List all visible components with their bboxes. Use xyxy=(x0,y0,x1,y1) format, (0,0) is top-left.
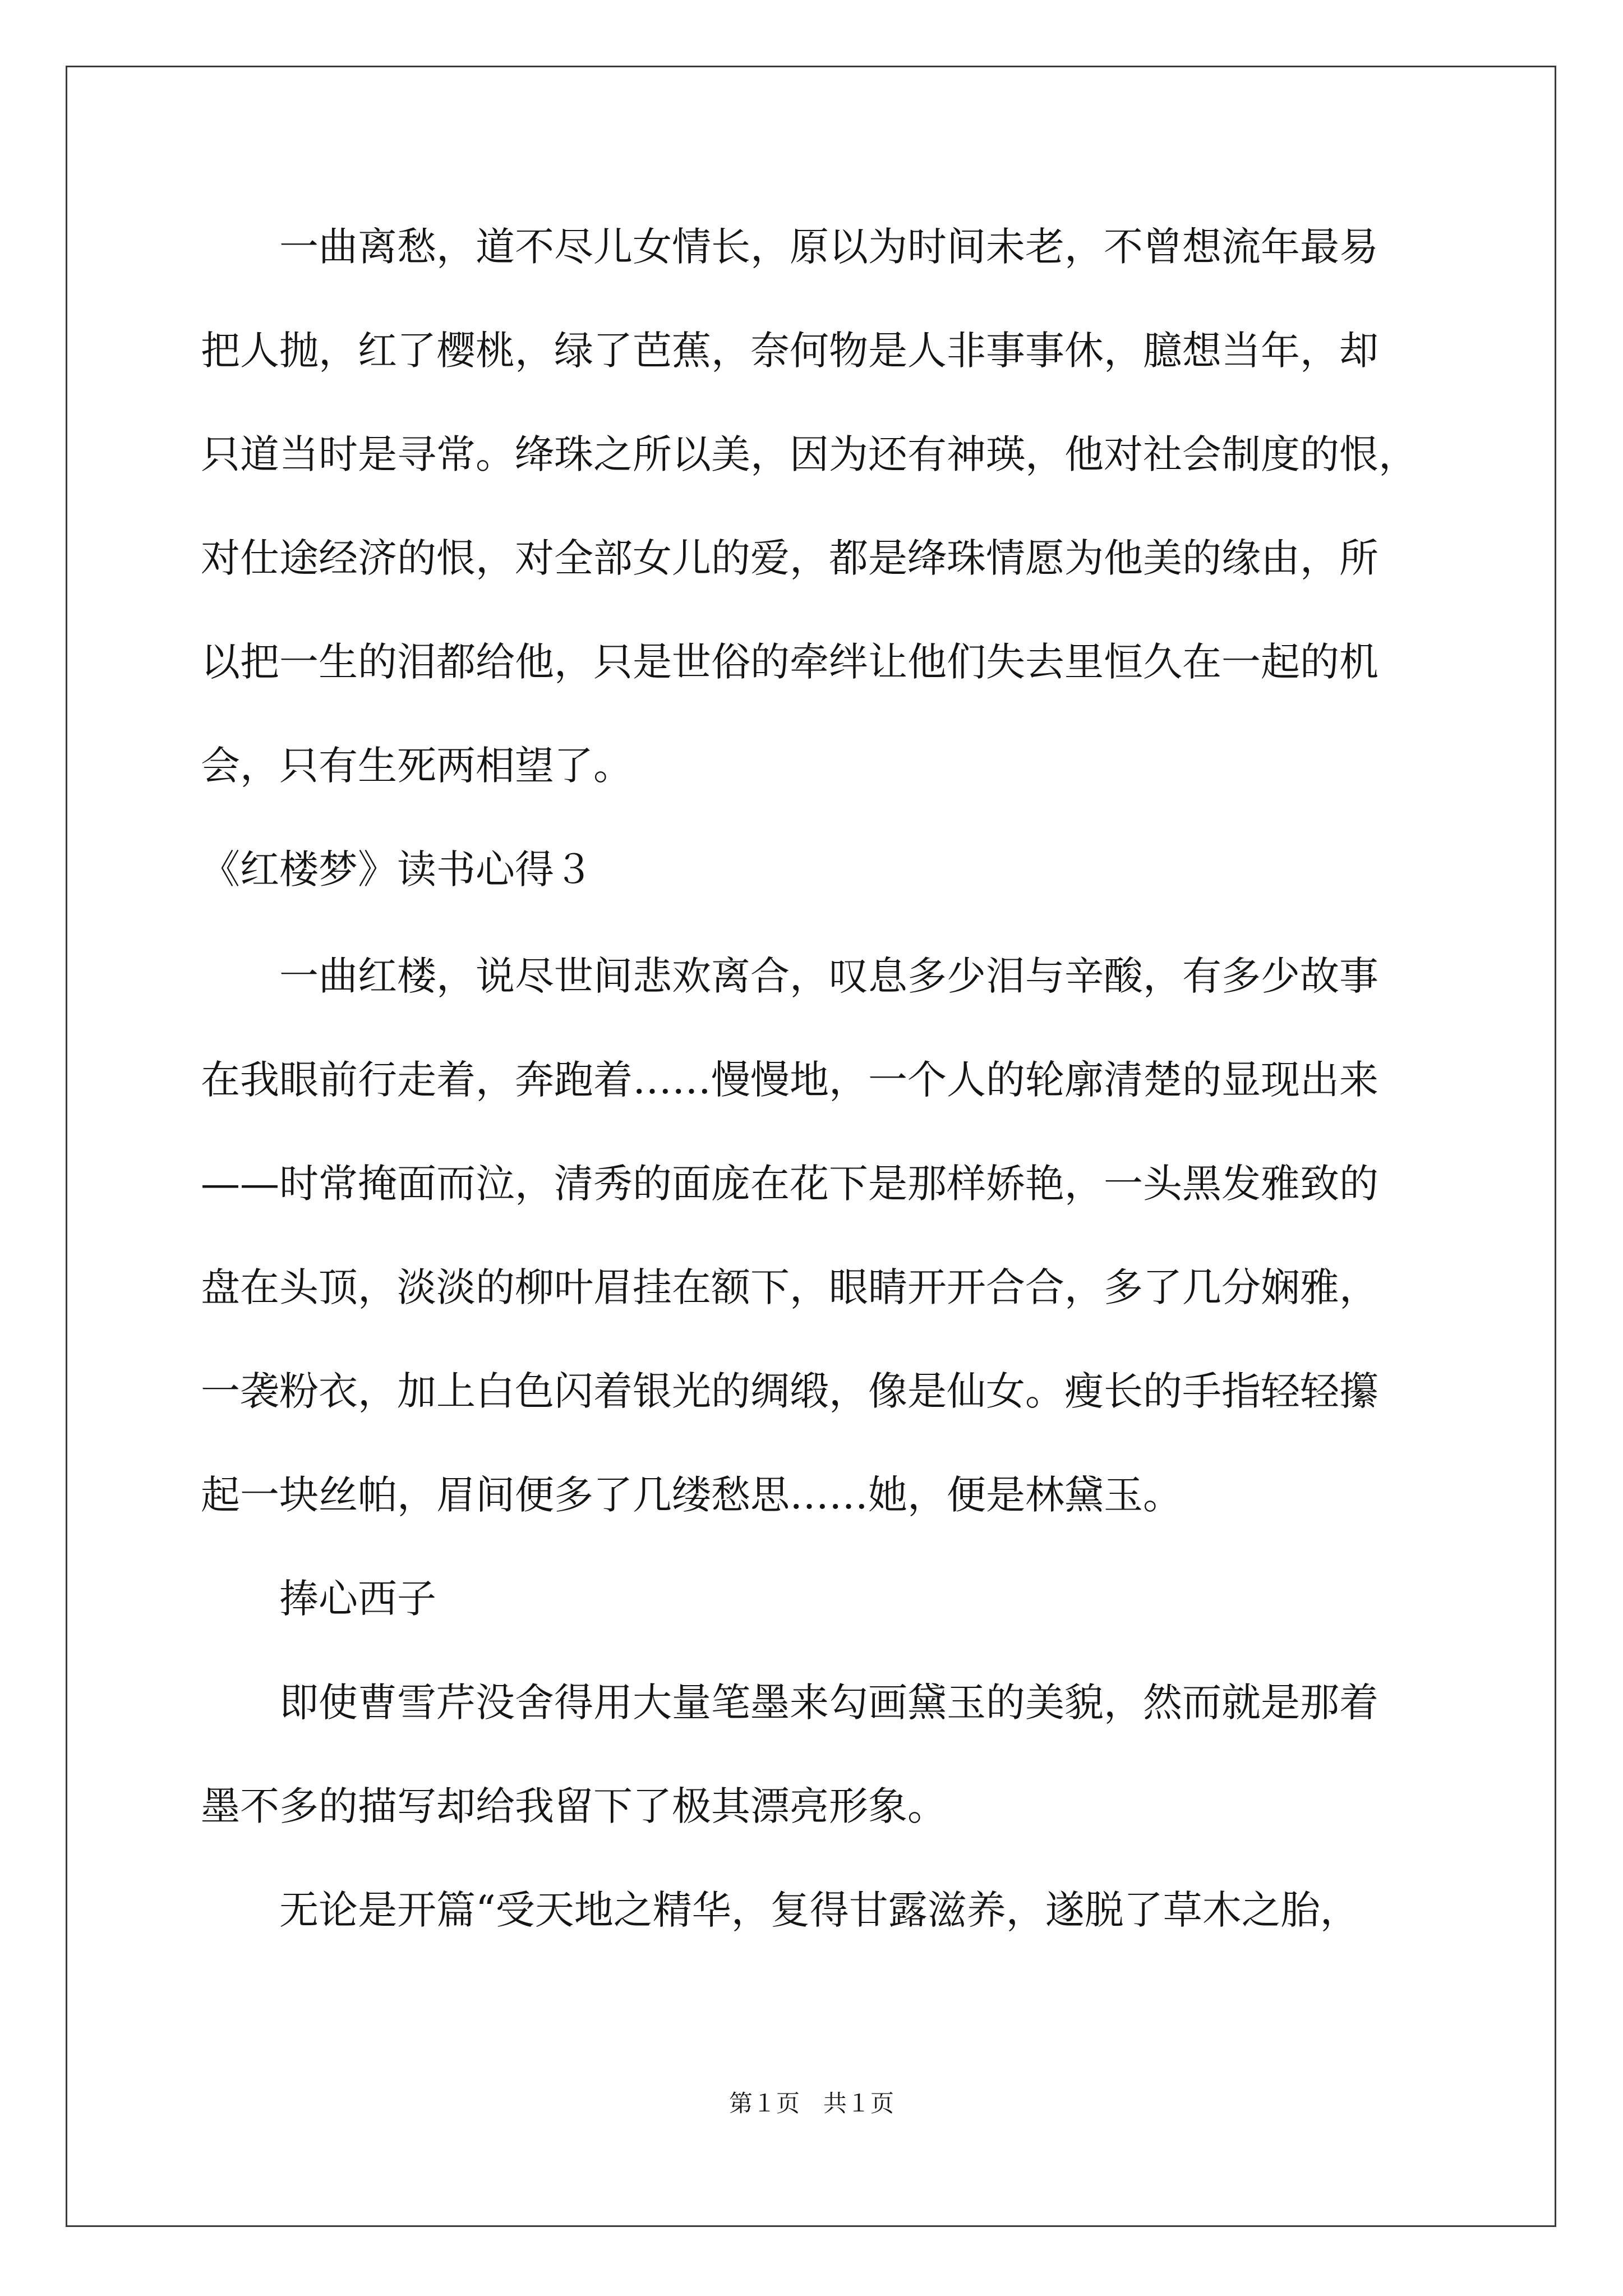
paragraph-line: 一袭粉衣，加上白色闪着银光的绸缎，像是仙女。瘦长的手指轻轻攥 xyxy=(201,1368,1378,1414)
paragraph-line: 盘在头顶，淡淡的柳叶眉挂在额下，眼睛开开合合，多了几分娴雅， xyxy=(201,1264,1378,1310)
paragraph-line: 只道当时是寻常。绛珠之所以美，因为还有神瑛，他对社会制度的恨， xyxy=(201,431,1418,477)
paragraph-line: 起一块丝帕，眉间便多了几缕愁思……她，便是林黛玉。 xyxy=(201,1472,1182,1518)
subheading: 捧心西子 xyxy=(279,1576,436,1622)
page-footer: 第１页 共１页 xyxy=(728,2090,894,2117)
paragraph-line: 一曲离愁，道不尽儿女情长，原以为时间未老，不曾想流年最易 xyxy=(279,224,1378,270)
paragraph-line: 一曲红楼，说尽世间悲欢离合，叹息多少泪与辛酸，有多少故事 xyxy=(279,953,1378,999)
paragraph-line: 墨不多的描写却给我留下了极其漂亮形象。 xyxy=(201,1783,947,1829)
paragraph-line: 对仕途经济的恨，对全部女儿的爱，都是绛珠情愿为他美的缘由，所 xyxy=(201,535,1378,581)
paragraph-line: 即使曹雪芹没舍得用大量笔墨来勾画黛玉的美貌，然而就是那着 xyxy=(279,1680,1378,1726)
paragraph-line: ——时常掩面而泣，清秀的面庞在花下是那样娇艳，一头黑发雅致的 xyxy=(201,1161,1378,1207)
paragraph-line: 以把一生的泪都给他，只是世俗的牵绊让他们失去里恒久在一起的机 xyxy=(201,639,1378,685)
paragraph-line: 在我眼前行走着，奔跑着……慢慢地，一个人的轮廓清楚的显现出来 xyxy=(201,1057,1378,1103)
paragraph-line: 会，只有生死两相望了。 xyxy=(201,743,633,789)
section-heading: 《红楼梦》读书心得３ xyxy=(201,846,593,892)
paragraph-line: 把人抛，红了樱桃，绿了芭蕉，奈何物是人非事事休，臆想当年，却 xyxy=(201,328,1378,374)
paragraph-line: 无论是开篇“受天地之精华，复得甘露滋养，遂脱了草木之胎， xyxy=(279,1887,1359,1933)
